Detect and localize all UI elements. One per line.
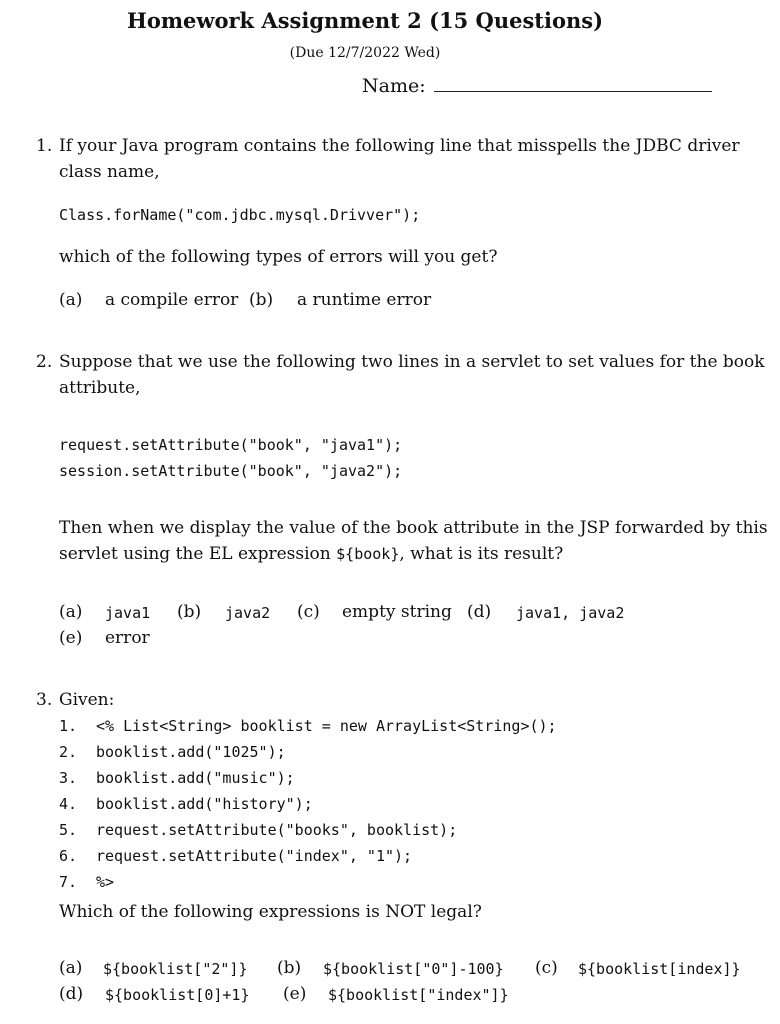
q2-option-b-text: java2: [225, 604, 271, 622]
q2-code-line2: session.setAttribute("book", "java2");: [59, 462, 403, 480]
q3-option-c-label: (c): [535, 958, 558, 978]
q3-code-num-2: 2.: [59, 743, 78, 761]
q3-code-num-4: 4.: [59, 795, 78, 813]
q2-question-line2-post: , what is its result?: [399, 544, 564, 564]
q2-option-b-label: (b): [177, 602, 202, 622]
q3-code-num-7: 7.: [59, 873, 78, 891]
q3-code-line-1: <% List<String> booklist = new ArrayList<String>();: [96, 717, 557, 735]
q2-option-d-text: java1, java2: [516, 604, 625, 622]
q2-code-line1: request.setAttribute("book", "java1");: [59, 436, 403, 454]
q3-option-e-label: (e): [283, 984, 307, 1004]
q1-question: which of the following types of errors will you get?: [59, 247, 498, 267]
page-title: Homework Assignment 2 (15 Questions): [126, 8, 604, 33]
q3-number: 3.: [36, 690, 53, 710]
q3-option-d-text: ${booklist[0]+1}: [105, 986, 250, 1004]
q3-intro: Given:: [59, 690, 115, 710]
q2-option-a-label: (a): [59, 602, 83, 622]
q2-question-line1: Then when we display the value of the book attribute in the JSP forwarded by this: [59, 518, 768, 538]
q2-option-e-text: error: [105, 628, 150, 648]
q1-option-a-label: (a): [59, 290, 83, 310]
name-label: Name:: [362, 75, 426, 97]
q2-el-expression: ${book}: [336, 545, 400, 563]
q3-code-line-2: booklist.add("1025");: [96, 743, 286, 761]
q3-code-line-7: %>: [96, 873, 115, 891]
q3-option-d-label: (d): [59, 984, 84, 1004]
q3-code-num-5: 5.: [59, 821, 78, 839]
name-blank-line[interactable]: [434, 91, 712, 92]
q1-option-b-label: (b): [249, 290, 274, 310]
q2-option-c-label: (c): [297, 602, 320, 622]
q2-option-e-label: (e): [59, 628, 83, 648]
q1-option-a-text: a compile error: [105, 290, 239, 310]
q2-question-line2: [59, 544, 563, 564]
q2-option-a-text: java1: [105, 604, 151, 622]
q3-question: Which of the following expressions is NOT legal?: [59, 902, 482, 922]
q3-option-b-label: (b): [277, 958, 302, 978]
q1-code: Class.forName("com.jdbc.mysql.Drivver");: [59, 206, 421, 224]
q1-number: 1.: [36, 136, 53, 156]
due-date: (Due 12/7/2022 Wed): [289, 45, 441, 61]
q2-option-d-label: (d): [467, 602, 492, 622]
q3-option-c-text: ${booklist[index]}: [578, 960, 741, 978]
q2-text-line2: attribute,: [59, 378, 141, 398]
q2-text-line1: Suppose that we use the following two lines in a servlet to set values for the book: [59, 352, 765, 372]
q3-code-line-6: request.setAttribute("index", "1");: [96, 847, 413, 865]
q1-option-b-text: a runtime error: [297, 290, 432, 310]
q3-option-a-label: (a): [59, 958, 83, 978]
q2-question-line2-pre: servlet using the EL expression: [59, 544, 337, 564]
q2-number: 2.: [36, 352, 53, 372]
q3-code-num-6: 6.: [59, 847, 78, 865]
q1-text-line2: class name,: [59, 162, 160, 182]
q3-option-a-text: ${booklist["2"]}: [103, 960, 248, 978]
q2-option-c-text: empty string: [342, 602, 452, 622]
q3-code-num-1: 1.: [59, 717, 78, 735]
q3-code-num-3: 3.: [59, 769, 78, 787]
q3-option-e-text: ${booklist["index"]}: [328, 986, 509, 1004]
q1-text-line1: If your Java program contains the following line that misspells the JDBC driver: [59, 136, 740, 156]
q3-option-b-text: ${booklist["0"]-100}: [323, 960, 504, 978]
q3-code-line-5: request.setAttribute("books", booklist);: [96, 821, 458, 839]
q3-code-line-4: booklist.add("history");: [96, 795, 313, 813]
q3-code-line-3: booklist.add("music");: [96, 769, 295, 787]
